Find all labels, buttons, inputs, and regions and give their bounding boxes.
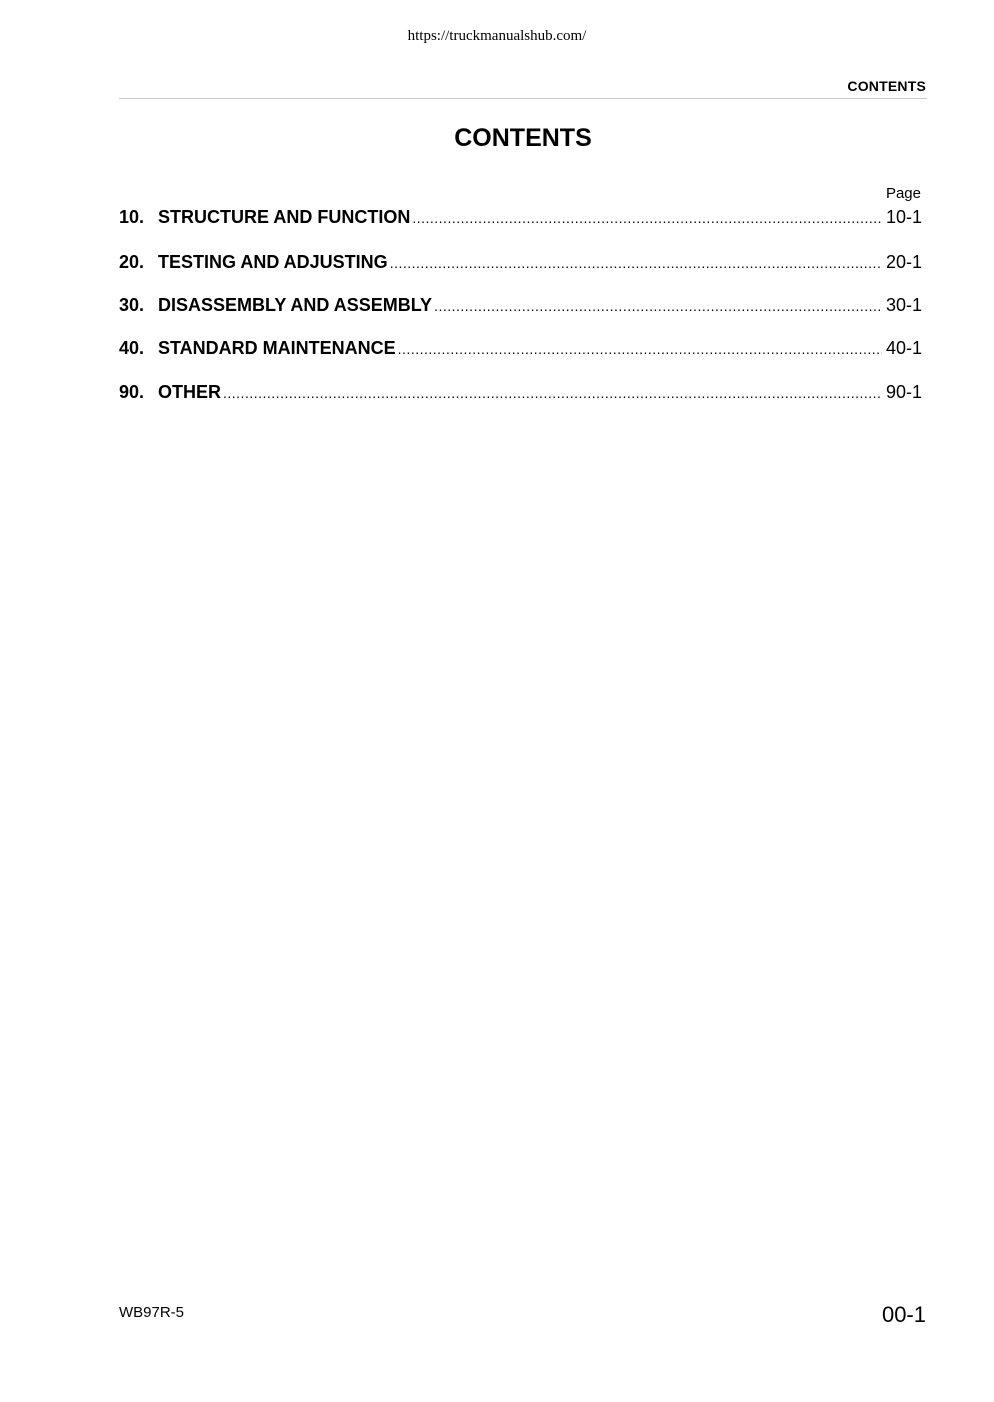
- toc-entry-standard-maintenance[interactable]: [119, 338, 922, 360]
- toc-entry-title: DISASSEMBLY AND ASSEMBLY: [158, 295, 433, 315]
- page-column-label: Page: [885, 185, 921, 202]
- toc-entry-disassembly-and-assembly[interactable]: [119, 295, 922, 317]
- header-divider: [119, 98, 927, 99]
- running-header: CONTENTS: [847, 78, 926, 94]
- toc-entry-page: 40-1: [885, 338, 922, 358]
- source-url[interactable]: https://truckmanualshub.com/: [407, 28, 587, 44]
- toc-entry-title: STRUCTURE AND FUNCTION: [158, 207, 411, 227]
- toc-entry-page: 90-1: [885, 382, 922, 402]
- footer-model: WB97R-5: [119, 1304, 185, 1321]
- dot-leader: [396, 341, 882, 357]
- toc-entry-title: STANDARD MAINTENANCE: [158, 338, 396, 358]
- toc-entry-page: 10-1: [885, 207, 922, 227]
- toc-entry-title: OTHER: [158, 382, 221, 402]
- toc-entry-testing-and-adjusting[interactable]: [119, 252, 922, 274]
- dot-leader: [221, 385, 882, 401]
- toc-entry-number: 40.: [119, 338, 145, 358]
- dot-leader: [432, 298, 882, 314]
- toc-entry-other[interactable]: [119, 382, 922, 404]
- toc-entry-number: 10.: [119, 207, 145, 227]
- dot-leader: [410, 210, 882, 226]
- dot-leader: [388, 255, 882, 271]
- toc-entry-page: 30-1: [885, 295, 922, 315]
- page-title: CONTENTS: [454, 124, 592, 152]
- toc-entry-number: 20.: [119, 252, 145, 272]
- toc-entry-structure-and-function[interactable]: [119, 207, 922, 229]
- toc-entry-page: 20-1: [885, 252, 922, 272]
- toc-entry-number: 30.: [119, 295, 145, 315]
- toc-entry-title: TESTING AND ADJUSTING: [158, 252, 388, 272]
- footer-page-number: 00-1: [881, 1302, 926, 1327]
- toc-entry-number: 90.: [119, 382, 145, 402]
